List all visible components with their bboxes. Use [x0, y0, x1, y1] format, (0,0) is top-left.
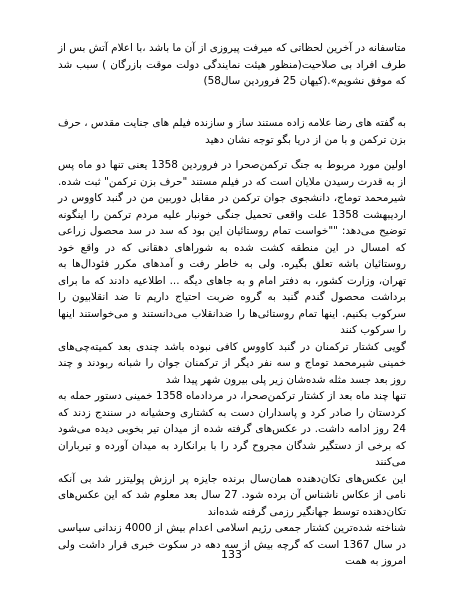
paragraph-1: متاسفانه در آخرین لحظاتی که میرفت پیروزی از آن ما باشد ،با اعلام آتش بس از طرف افراد بی صلاحیت(منظور هیئت نمایندگی دولت موقت بازرگان ) سبب شد که موفق نشویم».(کیهان 25 فروردین سال58) [58, 42, 406, 87]
paragraph-3-part-1: اولین مورد مربوط به جنگ ترکمن‌صحرا در فروردین 1358 یعنی تنها دو ماه پس از به قدرت رسیدن ملایان است که در فیلم مستند "حرف بزن ترکمن" ثبت شده. شیرمحمد توماج، دانشجوی جوان ترکمن در مقابل دوربین من در گنبد کاووس در اردیبهشت 1358 علت واقعی تحمیل جنگی خونبار علیه مردم ترکمن را اینگونه توضیح می‌دهد: ""خواست تمام روستائیان این بود که سد در سد محصول زراعی که امسال در این منطقه کشت شده به شوراهای دهقانی که در واقع خود روستائیان باشه تعلق بگیره. ولی به خاطر رفت و آمدهای مکرر فئودال‌ها به تهران، وزارت کشور، به دفتر امام و به جاهای دیگه ... اطلاعیه دادند که ما برای برداشت محصول گندم گنبد به گروه ضربت احتیاج داریم تا ضد انقلابیون را سرکوب بکنیم. اینها تمام روستائی‌ها را ضدانقلاب می‌دانستند و می‌خواستند اینها را سرکوب کنند [58, 159, 406, 336]
paragraph-3-part-3: تنها چند ماه بعد از کشتار ترکمن‌صحرا، در مردادماه 1358 خمینی دستور حمله به کردستان را صادر کرد و پاسداران دست به کشتاری وحشیانه در سنندج زدند که 24 روز ادامه داشت. در عکس‌های گرفته شده از میدان تیر بخوبی دیده می‌شود که برخی از دستگیر شدگان مجروح گرد را با برانکارد به میدان آورده و تیرباران می‌کنند [58, 390, 406, 468]
paragraph-3 [58, 157, 406, 570]
paragraph-3-part-2: گویی کشتار ترکمنان در گنبد کاووس کافی نبوده باشد چندی بعد کمیته‌چی‌های خمینی شیرمحمد توماج و سه نفر دیگر از ترکمنان جوان را شبانه ربودند و چند روز بعد جسد مثله شده‌شان زیر پلی بیرون شهر پیدا شد [58, 340, 406, 386]
paragraph-2: به گفته های رضا علامه زاده مستند ساز و سازنده فیلم های جنایت مقدس ، حرف بزن ترکمن و با من از دریا بگو توجه نشان دهید [58, 117, 406, 146]
page-number: 133 [221, 548, 242, 561]
paragraph-3-part-4: این عکس‌های تکان‌دهنده همان‌سال برنده جایزه پر ارزش پولیتزر شد بی آنکه نامی از عکاس ناشناس آن برده شود. 27 سال بعد معلوم شد که این عکس‌های تکان‌دهنده توسط جهانگیر رزمی گرفته شده‌اند [58, 472, 406, 518]
paragraph-3-part-5: شناخته شده‌ترین کشتار جمعی رژیم اسلامی اعدام بیش از 4000 زندانی سیاسی در سال 1367 است که گرچه بیش از سه دهه در سکوت خبری قرار داشت ولی امروز به همت [58, 522, 406, 567]
